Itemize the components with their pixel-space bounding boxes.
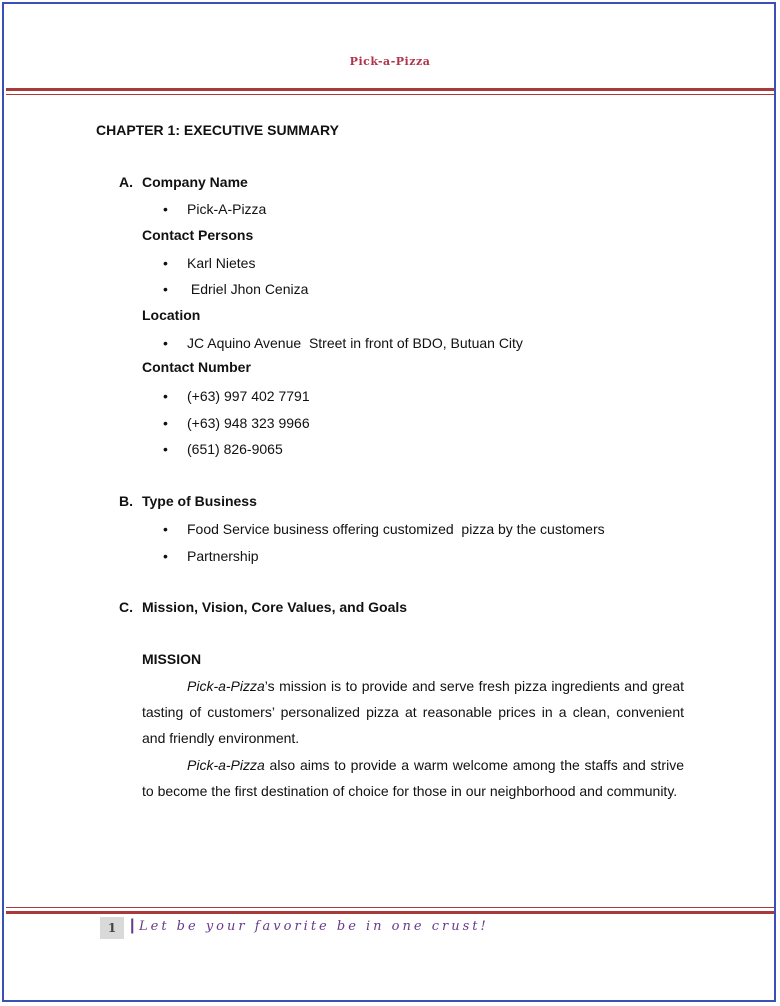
- bullet-icon: •: [163, 335, 168, 351]
- mission-paragraph-2: Pick-a-Pizza also aims to provide a warm welcome among the staffs and strive to become the first destination of choice for those in our neighborhood and community.: [142, 757, 684, 799]
- list-item: • Karl Nietes: [163, 255, 256, 271]
- bullet-icon: •: [163, 415, 168, 431]
- page-number: 1: [100, 917, 124, 939]
- footer-rule-thin: [6, 907, 774, 908]
- list-item: • (651) 826-9065: [163, 441, 283, 457]
- bullet-icon: •: [163, 281, 168, 297]
- list-item: • (+63) 997 402 7791: [163, 388, 310, 404]
- header-rule-thin: [6, 94, 774, 95]
- chapter-title: CHAPTER 1: EXECUTIVE SUMMARY: [96, 122, 339, 138]
- section-c-title: Mission, Vision, Core Values, and Goals: [142, 599, 408, 615]
- header-title: Pick-a-Pizza: [349, 55, 431, 68]
- section-b-title: Type of Business: [142, 493, 257, 509]
- contact-persons-label: Contact Persons: [142, 227, 254, 243]
- bullet-icon: •: [163, 201, 168, 217]
- list-item: • JC Aquino Avenue Street in front of BDO, Butuan City: [163, 335, 523, 351]
- brand-name: Pick-a-Pizza: [187, 678, 265, 694]
- section-c-letter: C.: [119, 599, 133, 615]
- section-c-heading: [119, 599, 407, 615]
- section-a-heading: [119, 174, 248, 190]
- section-b-letter: B.: [119, 493, 133, 509]
- contact-number-label: Contact Number: [142, 359, 251, 375]
- brand-name: Pick-a-Pizza: [187, 757, 265, 773]
- list-item: • Edriel Jhon Ceniza: [163, 281, 309, 297]
- mission-paragraph-1: Pick-a-Pizza’s mission is to provide and serve fresh pizza ingredients and great tasting of customers’ personalized pizza at reasonable prices in a clean, convenient and friendly environment.: [142, 678, 684, 746]
- footer-tagline: Let be your favorite be in one crust!: [139, 919, 489, 934]
- list-item: • Pick-A-Pizza: [163, 201, 267, 217]
- bullet-icon: •: [163, 548, 168, 564]
- section-a-letter: A.: [119, 174, 133, 190]
- list-item: • Food Service business offering customized pizza by the customers: [163, 521, 605, 537]
- section-a-title: Company Name: [142, 174, 248, 190]
- footer-rule-thick: [6, 911, 774, 914]
- footer-separator: |: [130, 917, 135, 934]
- header-rule-thick: [6, 88, 774, 91]
- location-label: Location: [142, 307, 201, 323]
- list-item: • Partnership: [163, 548, 259, 564]
- list-item: • (+63) 948 323 9966: [163, 415, 310, 431]
- bullet-icon: •: [163, 388, 168, 404]
- bullet-icon: •: [163, 255, 168, 271]
- bullet-icon: •: [163, 441, 168, 457]
- mission-label: MISSION: [142, 651, 202, 667]
- section-b-heading: [119, 493, 257, 509]
- bullet-icon: •: [163, 521, 168, 537]
